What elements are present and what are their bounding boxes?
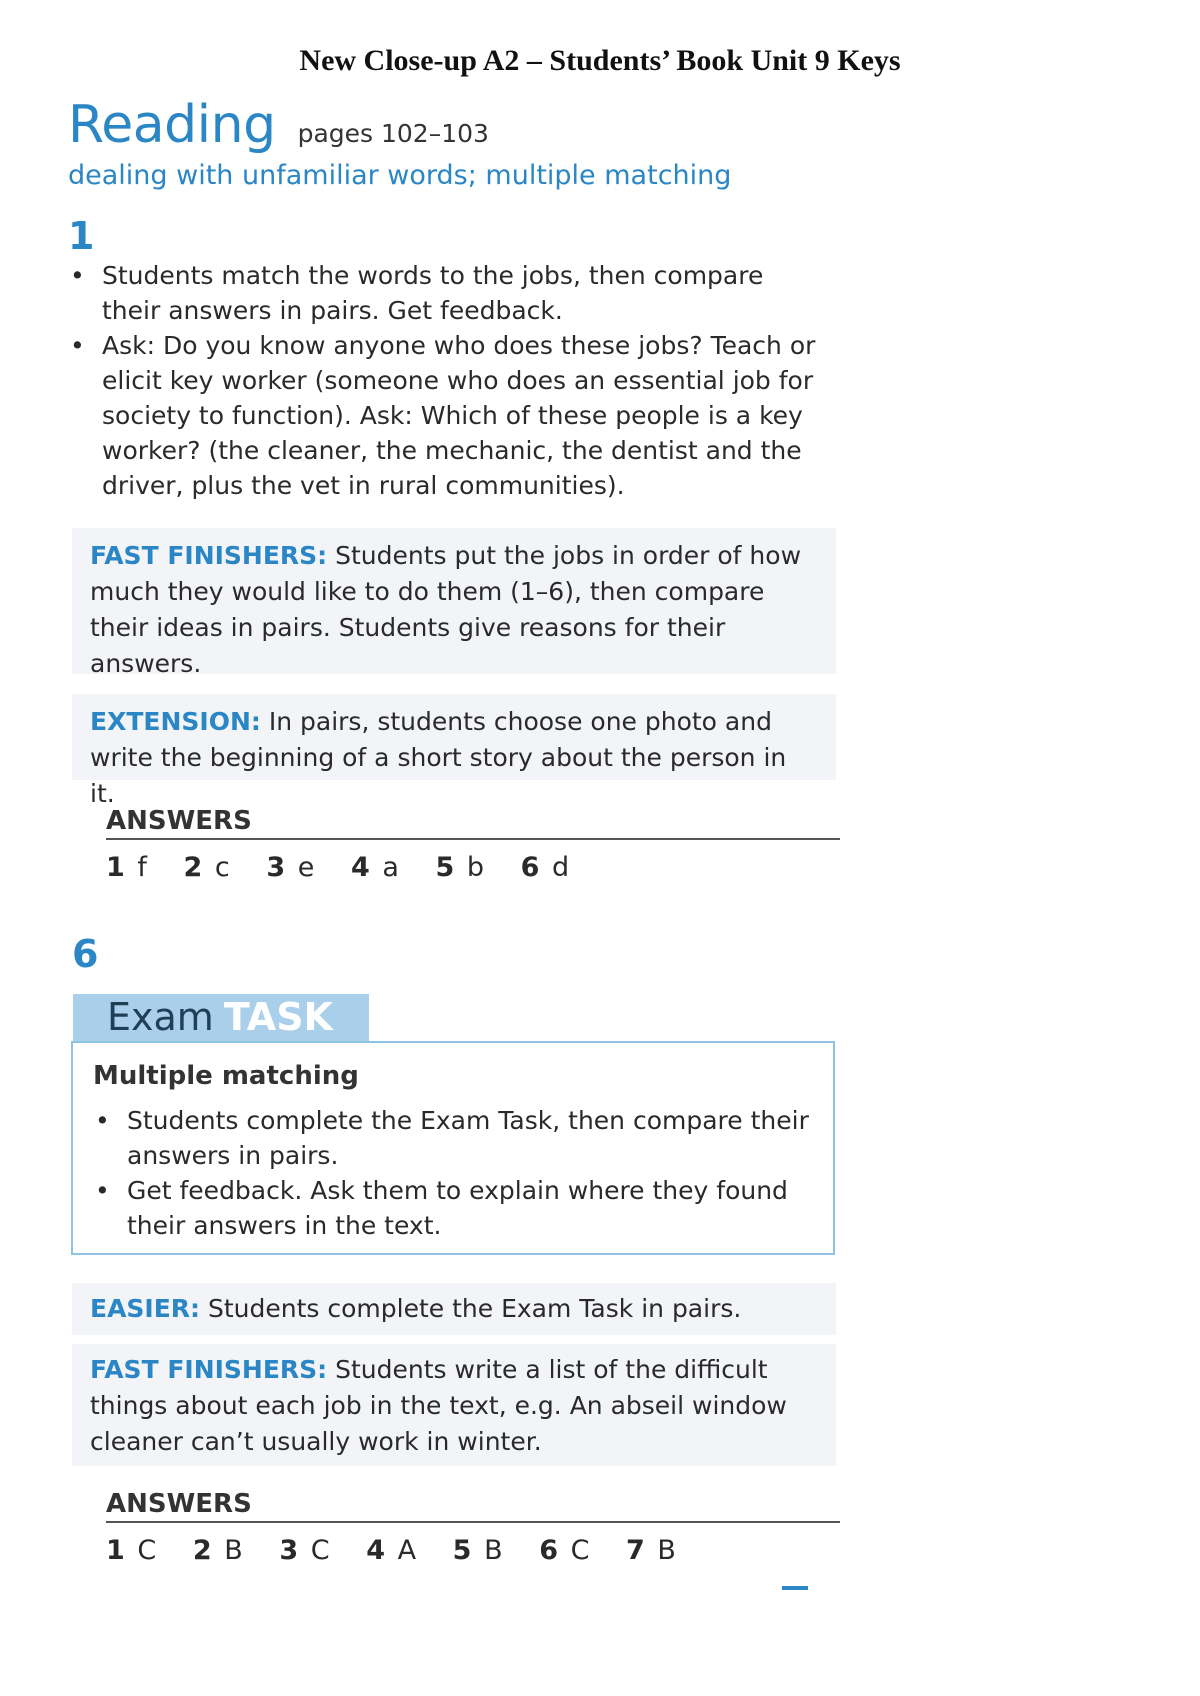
exercise-6-number: 6 bbox=[72, 932, 99, 976]
answers-row bbox=[106, 852, 840, 883]
answer-item bbox=[453, 1535, 505, 1566]
easier-label: EASIER: bbox=[90, 1294, 201, 1323]
exercise-6-answers bbox=[106, 1489, 840, 1566]
extension-label: EXTENSION: bbox=[90, 707, 261, 736]
answer-number: 2 bbox=[183, 852, 205, 883]
answer-value: a bbox=[382, 852, 401, 883]
fast-finishers-label: FAST FINISHERS: bbox=[90, 541, 328, 570]
exercise-1-bullets bbox=[68, 258, 828, 503]
exam-task-tab bbox=[73, 994, 369, 1041]
bullet-icon: • bbox=[95, 1176, 110, 1205]
bullet-icon: • bbox=[70, 261, 85, 290]
answer-item bbox=[266, 852, 316, 883]
answer-number: 4 bbox=[350, 852, 372, 883]
answer-value: c bbox=[214, 852, 232, 883]
extension-box bbox=[72, 694, 836, 808]
answer-value: B bbox=[484, 1535, 505, 1566]
answer-item bbox=[435, 852, 486, 883]
list-item bbox=[93, 1103, 813, 1173]
bullet-text: Get feedback. Ask them to explain where they found their answers in the text. bbox=[127, 1176, 788, 1240]
extension-text: In pairs, students choose one photo and write the beginning of a short story about the person in it. bbox=[90, 707, 787, 808]
answer-number: 4 bbox=[366, 1535, 387, 1566]
list-item bbox=[93, 1173, 813, 1243]
fast-finishers-2-box bbox=[72, 1344, 836, 1466]
answer-number: 6 bbox=[539, 1535, 560, 1566]
section-subtitle: dealing with unfamiliar words; multiple matching bbox=[68, 160, 732, 191]
exam-box-title: Multiple matching bbox=[93, 1061, 359, 1091]
answer-item bbox=[521, 852, 572, 883]
exercise-1-answers bbox=[106, 806, 840, 883]
fast-finishers-2-note bbox=[90, 1352, 818, 1460]
answer-value: C bbox=[137, 1535, 159, 1566]
answer-value: B bbox=[657, 1535, 678, 1566]
list-item bbox=[68, 258, 828, 328]
answer-value: C bbox=[570, 1535, 592, 1566]
answer-value: B bbox=[224, 1535, 245, 1566]
document-title: New Close-up A2 – Students’ Book Unit 9 Keys bbox=[299, 44, 901, 77]
answers-label: ANSWERS bbox=[106, 806, 840, 840]
easier-note bbox=[90, 1291, 818, 1327]
answer-value: b bbox=[466, 852, 487, 883]
fast-finishers-2-label: FAST FINISHERS: bbox=[90, 1355, 328, 1384]
answer-item bbox=[539, 1535, 591, 1566]
answer-number: 3 bbox=[279, 1535, 301, 1566]
fast-finishers-box bbox=[72, 528, 836, 678]
answer-item bbox=[184, 852, 232, 883]
answers-row bbox=[106, 1535, 840, 1566]
exam-word: Exam bbox=[107, 995, 214, 1039]
answer-number: 3 bbox=[266, 852, 288, 883]
answer-value: e bbox=[297, 852, 317, 883]
easier-text: Students complete the Exam Task in pairs. bbox=[200, 1294, 742, 1323]
answer-item bbox=[106, 852, 149, 883]
bullet-text: Students complete the Exam Task, then compare their answers in pairs. bbox=[127, 1106, 809, 1170]
bullet-text: Students match the words to the jobs, then compare their answers in pairs. Get feedback. bbox=[102, 261, 764, 325]
answer-value: d bbox=[552, 852, 572, 883]
list-item bbox=[68, 328, 828, 503]
fast-finishers-2-text: Students write a list of the difficult things about each job in the text, e.g. An abseil window cleaner can’t usually work in winter. bbox=[90, 1355, 787, 1456]
answer-item bbox=[193, 1535, 245, 1566]
answer-value: A bbox=[397, 1535, 419, 1566]
answer-item bbox=[366, 1535, 418, 1566]
answer-item bbox=[351, 852, 401, 883]
answer-item bbox=[279, 1535, 331, 1566]
bullet-text: Ask: Do you know anyone who does these jobs? Teach or elicit key worker (someone who does an essential job for society to function). Ask: Which of these people is a key worker? (the cleaner, the mechanic, the dentist and the driver, plus the vet in rural communities). bbox=[102, 331, 816, 500]
decorative-dash bbox=[782, 1586, 808, 1590]
answer-number: 1 bbox=[106, 1535, 127, 1566]
answer-item bbox=[626, 1535, 678, 1566]
bullet-icon: • bbox=[70, 331, 85, 360]
extension-note bbox=[90, 704, 818, 812]
answer-number: 1 bbox=[106, 852, 127, 883]
fast-finishers-note bbox=[90, 538, 818, 682]
exercise-1-number: 1 bbox=[68, 214, 95, 258]
exam-task-bullets bbox=[93, 1103, 813, 1243]
answer-number: 6 bbox=[520, 852, 542, 883]
fast-finishers-text: Students put the jobs in order of how much they would like to do them (1–6), then compare their ideas in pairs. Students give reasons for their answers. bbox=[90, 541, 802, 678]
exam-task-box bbox=[71, 1041, 835, 1255]
answers-label: ANSWERS bbox=[106, 1489, 840, 1523]
section-title: Reading bbox=[68, 95, 276, 155]
answer-item bbox=[106, 1535, 158, 1566]
answer-number: 7 bbox=[626, 1535, 647, 1566]
bullet-icon: • bbox=[95, 1106, 110, 1135]
task-word: TASK bbox=[223, 995, 334, 1039]
section-heading bbox=[68, 95, 489, 155]
answer-number: 5 bbox=[452, 1535, 474, 1566]
section-pages: pages 102–103 bbox=[297, 119, 489, 148]
answer-value: f bbox=[137, 852, 149, 883]
easier-box bbox=[72, 1283, 836, 1335]
answer-number: 5 bbox=[435, 852, 457, 883]
answer-value: C bbox=[310, 1535, 332, 1566]
answer-number: 2 bbox=[192, 1535, 214, 1566]
